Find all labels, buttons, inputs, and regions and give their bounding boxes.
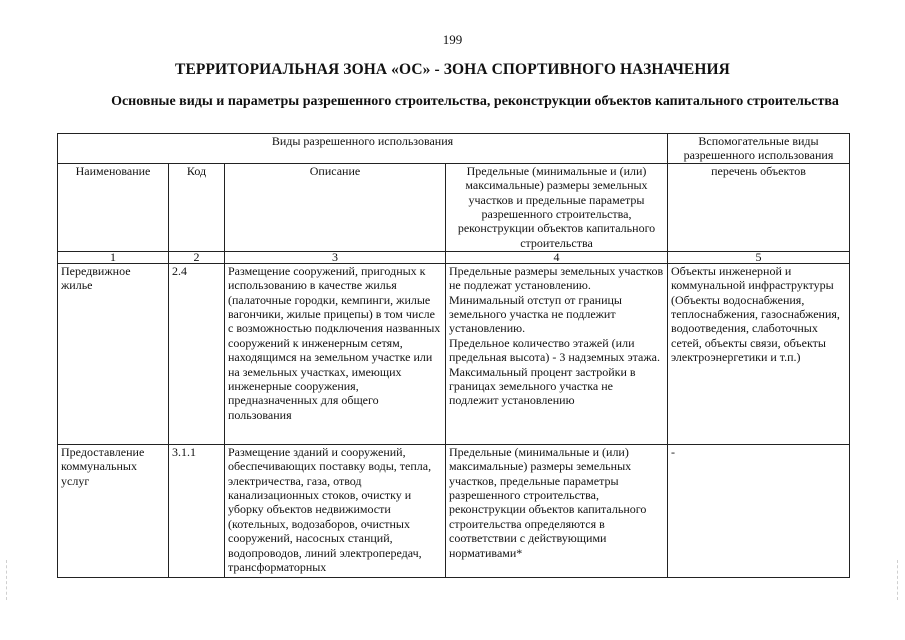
row-name: Передвижное жилье [58, 263, 169, 444]
row-objects: Объекты инженерной и коммунальной инфраструктуры (Объекты водоснабжения, теплоснабжения, газоснабжения, водоотведения, слаботочных сетей, объекты связи, объекты электроэнергетики и т.п.) [668, 263, 850, 444]
limit-item: Минимальный отступ от границы земельного участка не подлежит установлению. [449, 292, 622, 336]
col-header-limits: Предельные (минимальные и (или) максимальные) размеры земельных участков и предельные параметры разрешенного строительства, реконструкции объектов капитального строительства [446, 163, 668, 251]
col-header-objects: перечень объектов [668, 163, 850, 251]
group-header-main: Виды разрешенного использования [58, 134, 668, 164]
section-subtitle: Основные виды и параметры разрешенного строительства, реконструкции объектов капитального строительства [111, 94, 839, 109]
col-number: 1 [58, 251, 169, 263]
col-number: 2 [169, 251, 225, 263]
col-header-name: Наименование [58, 163, 169, 251]
zone-title: ТЕРРИТОРИАЛЬНАЯ ЗОНА «ОС» - ЗОНА СПОРТИВНОГО НАЗНАЧЕНИЯ [175, 61, 730, 78]
limit-item: Предельные (минимальные и (или) максимальные) размеры земельных участков, предельные параметры разрешенного строительства, реконструкции объектов капитального строительства определяются в соответствии с действующими нормативами* [449, 444, 647, 560]
col-number: 3 [225, 251, 446, 263]
limit-item: Максимальный процент застройки в границах земельного участка не подлежит установлению [449, 364, 636, 408]
row-name: Предоставление коммунальных услуг [58, 444, 169, 577]
col-header-code: Код [169, 163, 225, 251]
row-limits [446, 444, 668, 577]
scan-edge-mark-right [897, 560, 898, 600]
table-row [58, 444, 850, 577]
row-description: Размещение сооружений, пригодных к использованию в качестве жилья (палаточные городки, кемпинги, жилые вагончики, жилые прицепы) в том числе с возможностью подключения названных сооружений к инженерным сетям, находящимся на земельном участке или на земельных участках, имеющих инженерные сооружения, предназначенных для общего пользования [225, 263, 446, 444]
page-number: 199 [442, 32, 463, 47]
scan-edge-mark-left [6, 560, 7, 600]
col-number: 5 [668, 251, 850, 263]
column-header-row [58, 163, 850, 251]
group-header-row [58, 134, 850, 164]
row-objects: - [668, 444, 850, 577]
col-header-description: Описание [225, 163, 446, 251]
limit-item: Предельное количество этажей (или предельная высота) - 3 надземных этажа. [449, 335, 660, 365]
col-number: 4 [446, 251, 668, 263]
row-code: 3.1.1 [169, 444, 225, 577]
row-description: Размещение зданий и сооружений, обеспечивающих поставку воды, тепла, электричества, газа, отвод канализационных стоков, очистку и уборку объектов недвижимости (котельных, водозаборов, очистных сооружений, насосных станций, водопроводов, линий электропередач, трансформаторных [225, 444, 446, 577]
group-header-aux: Вспомогательные виды разрешенного использования [668, 134, 850, 164]
column-number-row [58, 251, 850, 263]
table-row [58, 263, 850, 444]
row-code: 2.4 [169, 263, 225, 444]
limit-item: Предельные размеры земельных участков не подлежат установлению. [449, 263, 664, 293]
row-limits [446, 263, 668, 444]
land-use-table [57, 133, 850, 578]
